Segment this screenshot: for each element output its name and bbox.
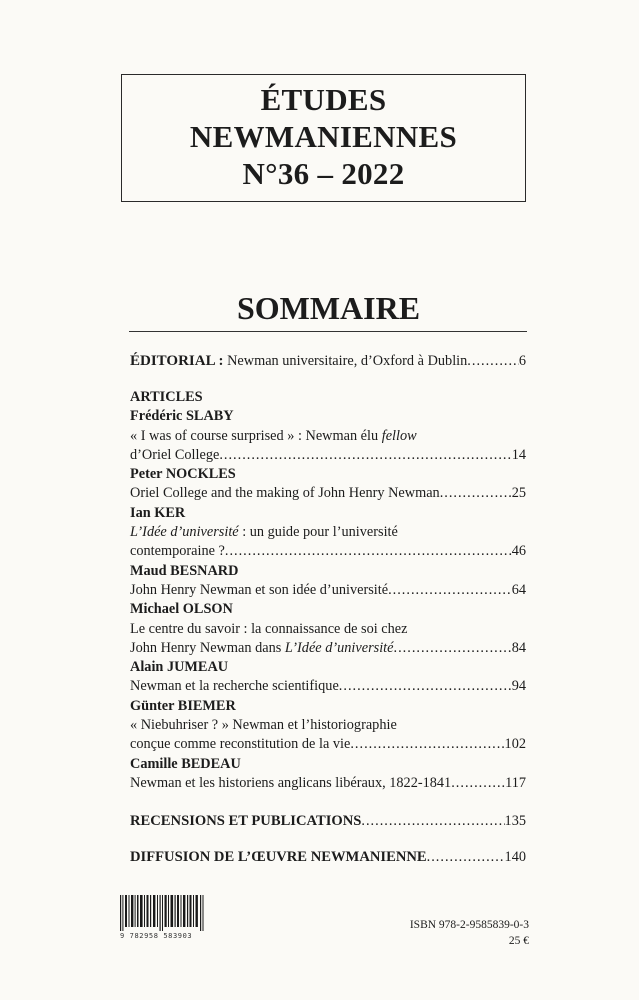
article-page: 14 <box>511 446 526 463</box>
articles-heading: ARTICLES <box>130 389 203 405</box>
leader-dots <box>451 774 505 793</box>
journal-title-line-2: NEWMANIENNES <box>189 119 458 154</box>
isbn: ISBN 978-2-9585839-0-3 <box>409 919 529 931</box>
article-title-line: Oriel College and the making of John Henry Newman ..... 25 <box>130 484 526 503</box>
article-page: 25 <box>511 485 526 502</box>
leader-dots <box>394 639 512 658</box>
article-page: 84 <box>511 639 526 656</box>
article-title-line: conçue comme reconstitution de la vie ..... 102 <box>130 735 526 754</box>
article-title-line: Newman et les historiens anglicans libéraux, 1822-1841 ..... 117 <box>130 774 526 793</box>
leader-dots <box>225 542 512 561</box>
article-title-line: Newman et la recherche scientifique ..... 94 <box>130 677 526 696</box>
article-author: Frédéric SLABY <box>130 408 234 425</box>
journal-title-box <box>121 74 526 202</box>
diffusion-page: 140 <box>504 849 526 865</box>
article-title-line: L’Idée d’université : un guide pour l’université <box>130 524 398 541</box>
article-author: Ian KER <box>130 504 186 521</box>
leader-dots <box>427 848 505 867</box>
article-title-line: John Henry Newman et son idée d’université ..... 64 <box>130 581 526 600</box>
article-page: 64 <box>511 581 526 598</box>
toc-articles <box>130 388 526 793</box>
barcode-icon <box>120 895 204 931</box>
toc-recensions <box>130 812 526 831</box>
editorial-page: 6 <box>518 353 526 369</box>
journal-issue: N°36 – 2022 <box>242 156 405 191</box>
toc-diffusion <box>130 848 526 867</box>
heading-rule <box>129 331 527 332</box>
contents-heading: SOMMAIRE <box>236 290 421 326</box>
article-author: Camille BEDEAU <box>130 755 241 772</box>
article-author: Maud BESNARD <box>130 562 239 579</box>
isbn-block <box>410 917 529 949</box>
article-page: 94 <box>511 678 526 695</box>
recensions-label: RECENSIONS ET PUBLICATIONS <box>130 813 362 829</box>
article-author: Peter NOCKLES <box>130 466 236 483</box>
editorial-title: Newman universitaire, d’Oxford à Dublin <box>223 353 468 369</box>
price: 25 € <box>508 935 529 947</box>
article-page: 117 <box>505 774 526 791</box>
article-title-line: contemporaine ? ..... 46 <box>130 542 526 561</box>
barcode-digits: 9 782958 583903 <box>120 932 193 940</box>
leader-dots <box>350 735 504 754</box>
article-page: 102 <box>504 736 526 753</box>
leader-dots <box>219 446 511 465</box>
article-page: 46 <box>511 543 526 560</box>
article-author: Alain JUMEAU <box>130 659 229 676</box>
toc-editorial <box>130 352 526 371</box>
leader-dots <box>361 812 504 831</box>
editorial-label: ÉDITORIAL : <box>130 353 224 369</box>
diffusion-label: DIFFUSION DE L’ŒUVRE NEWMANIENNE <box>130 849 427 865</box>
article-title-line: « I was of course surprised » : Newman élu fellow <box>130 427 417 444</box>
article-title-line: « Niebuhriser ? » Newman et l’historiographie <box>130 717 397 734</box>
leader-dots <box>440 484 512 503</box>
leader-dots <box>388 581 512 600</box>
journal-title-line-1: ÉTUDES <box>260 82 387 117</box>
article-title-line: d’Oriel College ..... 14 <box>130 446 526 465</box>
article-author: Günter BIEMER <box>130 697 236 714</box>
article-title-line: Le centre du savoir : la connaissance de soi chez <box>130 620 408 637</box>
article-title-line: John Henry Newman dans L’Idée d’université ..... 84 <box>130 639 526 658</box>
leader-dots <box>339 677 512 696</box>
recensions-page: 135 <box>504 813 526 829</box>
article-author: Michael OLSON <box>130 601 233 618</box>
leader-dots <box>467 352 519 371</box>
